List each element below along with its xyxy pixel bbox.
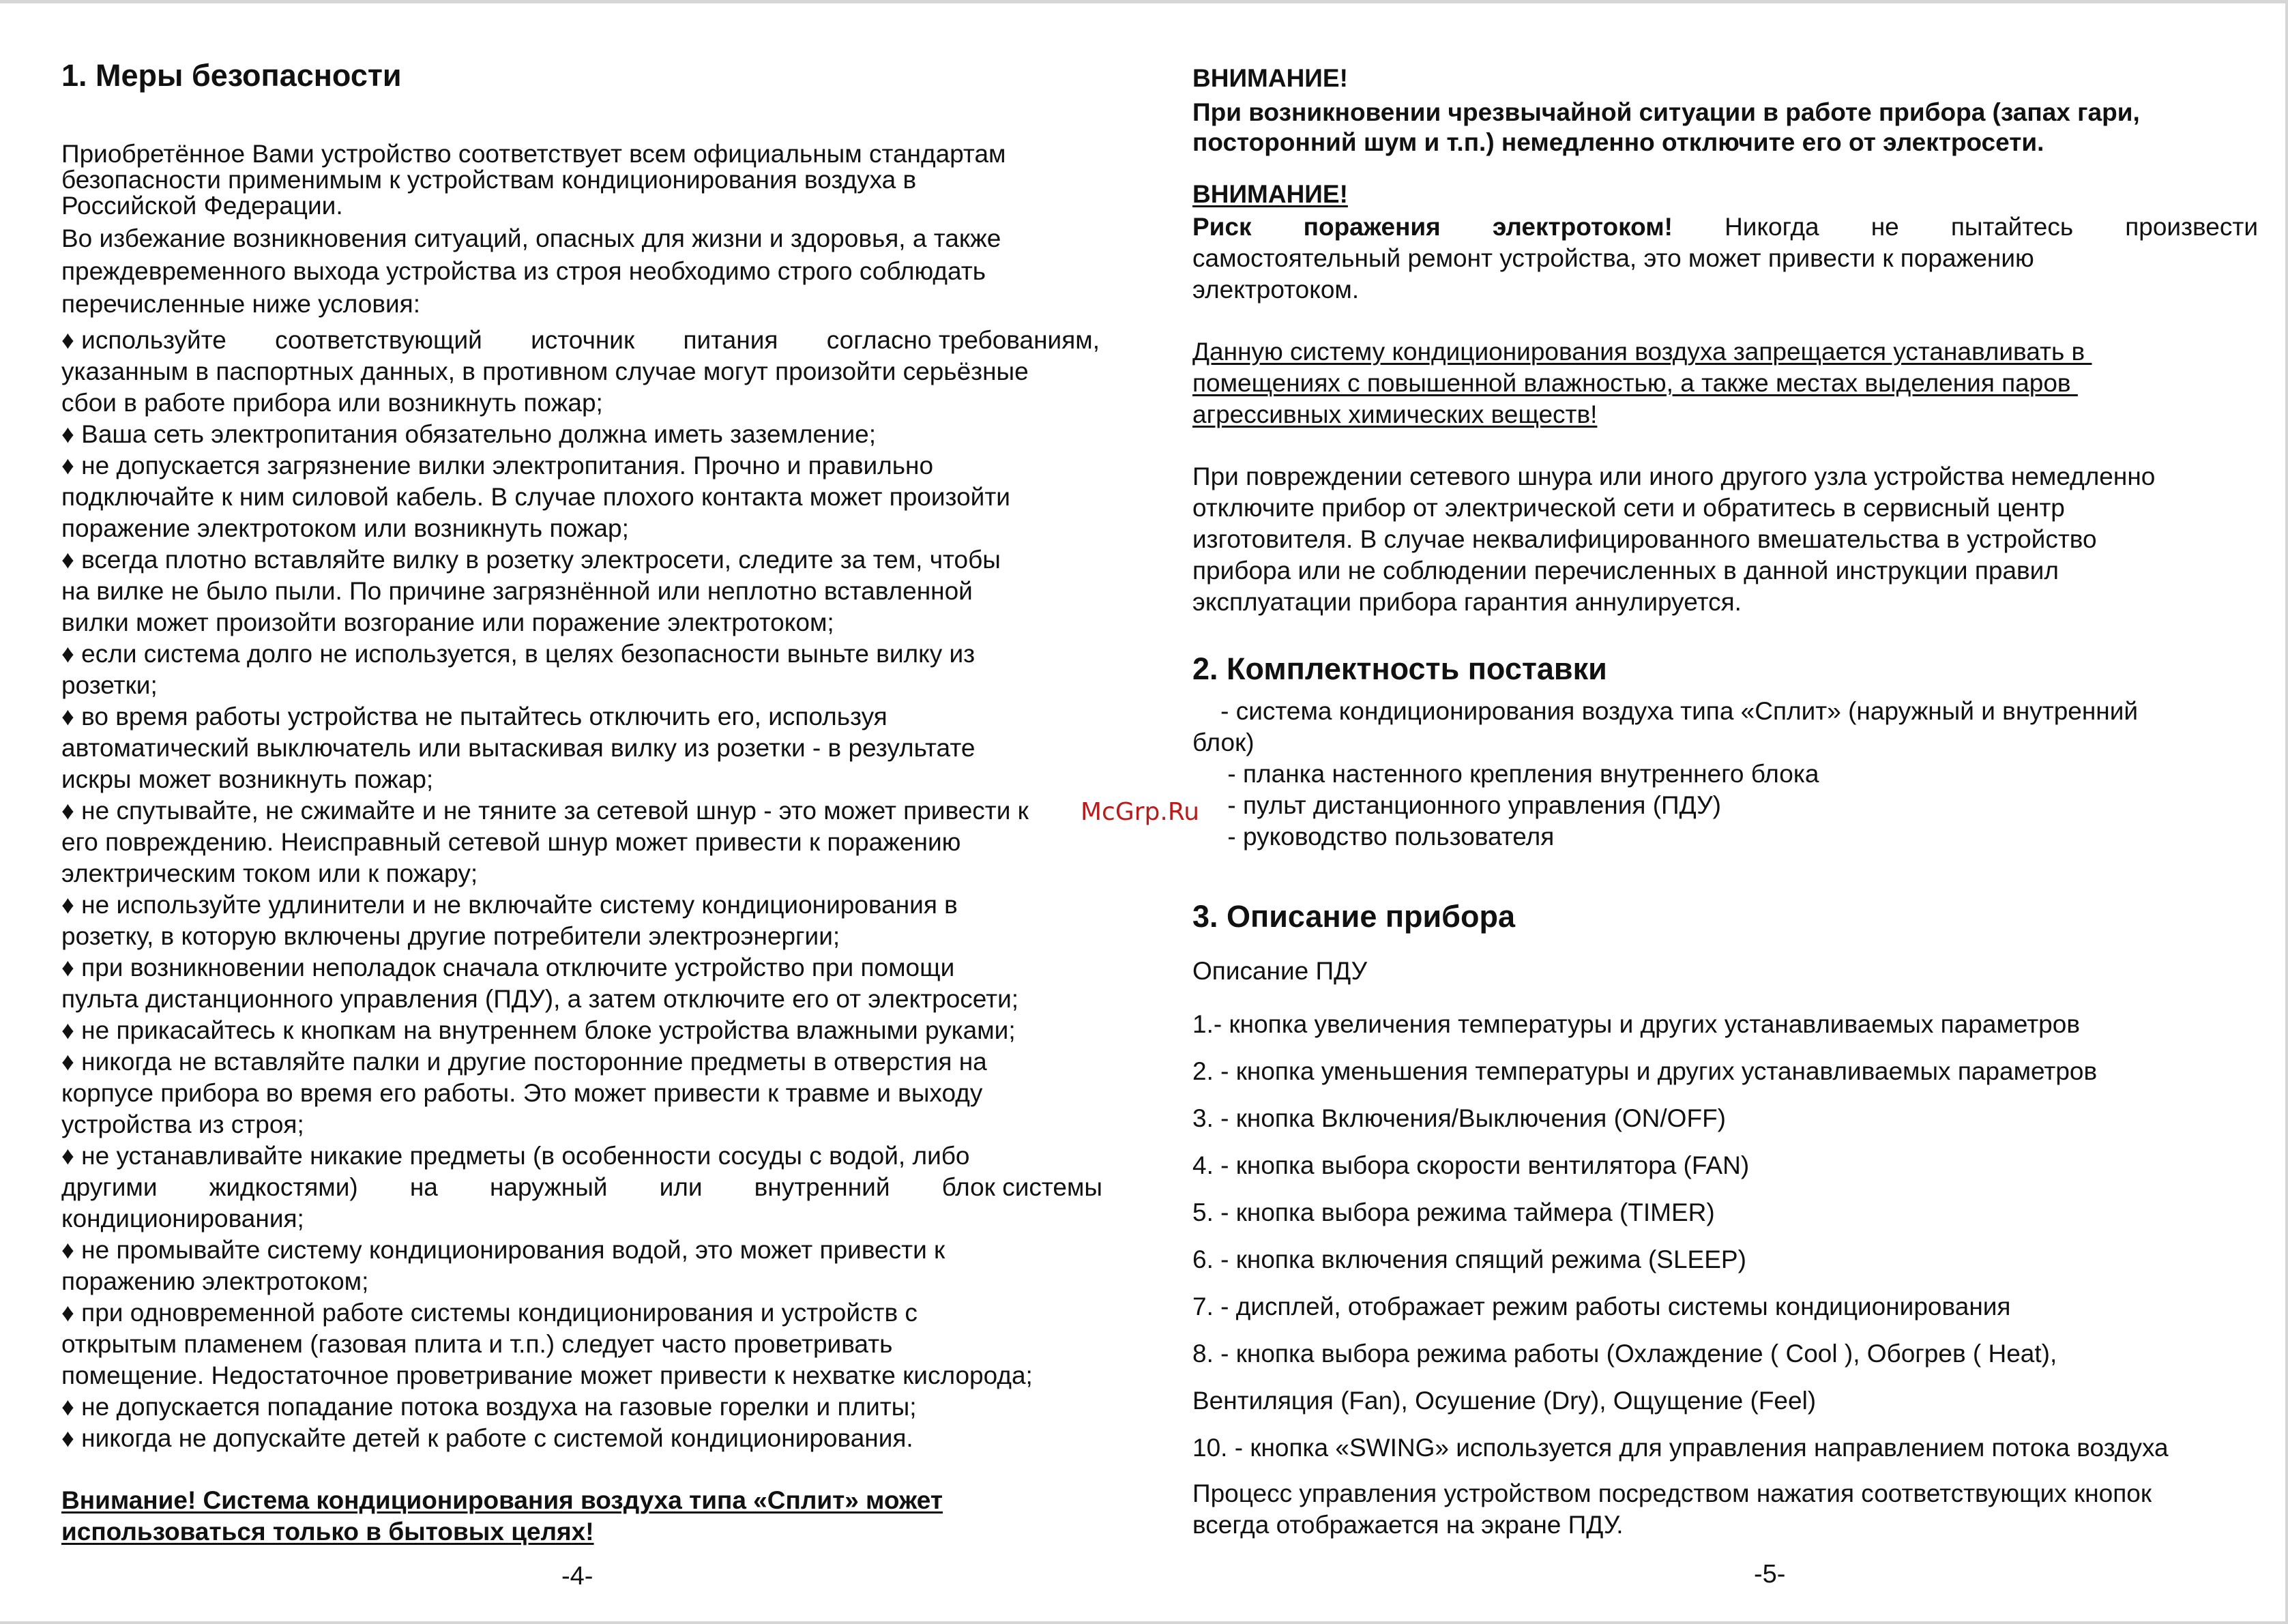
text-line: подключайте к ним силовой кабель. В случае плохого контакта может произойти: [61, 483, 1010, 511]
text-line: вилки может произойти возгорание или поражение электротоком;: [61, 608, 834, 636]
list-item: 7. - дисплей, отображает режим работы системы кондиционирования: [1192, 1293, 2011, 1320]
text-line: преждевременного выхода устройства из строя необходимо строго соблюдать: [61, 257, 986, 285]
text-line: отключите прибор от электрической сети и обратитесь в сервисный центр: [1192, 494, 2065, 522]
text-line: на вилке не было пыли. По причине загрязнённой или неплотно вставленной: [61, 577, 973, 605]
text-line: ♦ не допускается попадание потока воздуха на газовые горелки и плиты;: [61, 1393, 917, 1421]
text-line: ♦ при возникновении неполадок сначала отключите устройство при помощи: [61, 954, 955, 981]
text-line: пульта дистанционного управления (ПДУ), а затем отключите его от электросети;: [61, 985, 1019, 1013]
warning-line: использоваться только в бытовых целях!: [61, 1518, 594, 1546]
text-line: эксплуатации прибора гарантия аннулируется.: [1192, 588, 1742, 616]
word: электротоком!: [1492, 213, 1673, 241]
text-line: ♦ не спутывайте, не сжимайте и не тяните за сетевой шнур - это может привести к: [61, 797, 1029, 825]
text-line: Приобретённое Вами устройство соответствует всем официальным стандартам: [61, 140, 1006, 168]
text-line: ♦ при одновременной работе системы кондиционирования и устройств с: [61, 1299, 918, 1327]
scan-border-right: [2285, 0, 2288, 1624]
word: питания: [683, 326, 778, 354]
text-line: ♦ всегда плотно вставляйте вилку в розетку электросети, следите за тем, чтобы: [61, 546, 1001, 574]
text-line: розетки;: [61, 671, 158, 699]
text-line: указанным в паспортных данных, в противном случае могут произойти серьёзные: [61, 357, 1029, 385]
bullet-power-source-line: [61, 325, 1100, 356]
text-line: кондиционирования;: [61, 1205, 304, 1232]
text-line: безопасности применимым к устройствам кондиционирования воздуха в: [61, 166, 917, 194]
word: Никогда: [1725, 213, 1819, 241]
list-item: 4. - кнопка выбора скорости вентилятора (FAN): [1192, 1151, 1750, 1179]
text-line: Данную систему кондиционирования воздуха запрещается устанавливать в: [1192, 338, 2092, 366]
word: блок системы: [941, 1173, 1102, 1201]
section1-heading: 1. Меры безопасности: [61, 58, 402, 93]
text-line: ♦ никогда не вставляйте палки и другие посторонние предметы в отверстия на: [61, 1048, 987, 1076]
word: жидкостями): [209, 1173, 358, 1201]
list-item: - пульт дистанционного управления (ПДУ): [1192, 791, 1721, 819]
text-line: самостоятельный ремонт устройства, это может привести к поражению: [1192, 244, 2034, 272]
list-item: 2. - кнопка уменьшения температуры и других устанавливаемых параметров: [1192, 1057, 2098, 1085]
text-line: Процесс управления устройством посредством нажатия соответствующих кнопок: [1192, 1479, 2152, 1507]
text-line: электротоком.: [1192, 276, 1360, 304]
text-line: ♦ никогда не допускайте детей к работе с системой кондиционирования.: [61, 1424, 913, 1452]
justified-line: [61, 1172, 1102, 1203]
word: пытайтесь: [1950, 213, 2074, 241]
text-line: посторонний шум и т.п.) немедленно отключите его от электросети.: [1192, 128, 2044, 156]
text-line: агрессивных химических веществ!: [1192, 400, 1598, 428]
text-line: перечисленные ниже условия:: [61, 290, 420, 318]
text-line: розетку, в которую включены другие потребители электроэнергии;: [61, 922, 840, 950]
word: согласно требованиям,: [826, 326, 1100, 354]
section3-heading: 3. Описание прибора: [1192, 899, 1515, 934]
text-line: Российской Федерации.: [61, 192, 343, 220]
right-page: [1192, 0, 2261, 1624]
watermark: McGrp.Ru: [1081, 798, 1200, 826]
section2-heading: 2. Комплектность поставки: [1192, 651, 1607, 686]
text-line: поражению электротоком;: [61, 1267, 369, 1295]
word: другими: [61, 1173, 158, 1201]
word: Риск: [1192, 213, 1252, 241]
text-line: изготовителя. В случае неквалифицированного вмешательства в устройство: [1192, 525, 2097, 553]
text-line: ♦ не промывайте систему кондиционирования водой, это может привести к: [61, 1236, 945, 1264]
text-line: При возникновении чрезвычайной ситуации в работе прибора (запах гари,: [1192, 98, 2140, 126]
list-item: Вентиляция (Fan), Осушение (Dry), Ощущение (Feel): [1192, 1387, 1817, 1415]
list-item: 5. - кнопка выбора режима таймера (TIMER): [1192, 1198, 1715, 1226]
text-line: помещениях с повышенной влажностью, а также местах выделения паров: [1192, 369, 2078, 397]
text-line: ♦ Ваша сеть электропитания обязательно должна иметь заземление;: [61, 420, 876, 448]
word: или: [659, 1173, 703, 1201]
page-number-right: -5-: [1754, 1560, 1786, 1589]
word: внутренний: [754, 1173, 890, 1201]
text-line: искры может возникнуть пожар;: [61, 765, 434, 793]
text-line: устройства из строя;: [61, 1110, 304, 1138]
word: на: [409, 1173, 438, 1201]
attention-title-1: ВНИМАНИЕ!: [1192, 64, 1348, 92]
word: ♦ используйте: [61, 326, 226, 354]
text-line: прибора или не соблюдении перечисленных в данной инструкции правил: [1192, 557, 2059, 585]
word: наружный: [489, 1173, 608, 1201]
text-line: ♦ если система долго не используется, в целях безопасности выньте вилку из: [61, 640, 976, 668]
section3-subheading: Описание ПДУ: [1192, 957, 1368, 985]
word: не: [1871, 213, 1899, 241]
page-number-left: -4-: [561, 1562, 593, 1591]
list-item: 8. - кнопка выбора режима работы (Охлаждение ( Cool ), Обогрев ( Heat),: [1192, 1340, 2057, 1368]
list-item: 10. - кнопка «SWING» используется для управления направлением потока воздуха: [1192, 1434, 2169, 1462]
text-line: корпусе прибора во время его работы. Это может привести к травме и выходу: [61, 1079, 983, 1107]
word: произвести: [2125, 213, 2258, 241]
text-line: При повреждении сетевого шнура или иного другого узла устройства немедленно: [1192, 462, 2156, 490]
text-line: открытым пламенем (газовая плита и т.п.) следует часто проветривать: [61, 1330, 893, 1358]
text-line: автоматический выключатель или вытаскивая вилку из розетки - в результате: [61, 734, 976, 762]
text-line: электрическим током или к пожару;: [61, 859, 478, 887]
text-line: его повреждению. Неисправный сетевой шнур может привести к поражению: [61, 828, 961, 856]
list-item: 3. - кнопка Включения/Выключения (ON/OFF): [1192, 1104, 1726, 1132]
word: источник: [531, 326, 635, 354]
text-line: ♦ не устанавливайте никакие предметы (в особенности сосуды с водой, либо: [61, 1142, 970, 1170]
text-line: ♦ не используйте удлинители и не включайте систему кондиционирования в: [61, 891, 958, 919]
list-item: блок): [1192, 728, 1255, 756]
text-line: Во избежание возникновения ситуаций, опасных для жизни и здоровья, а также: [61, 224, 1001, 252]
list-item: - система кондиционирования воздуха типа «Сплит» (наружный и внутренний: [1192, 697, 2139, 725]
list-item: - руководство пользователя: [1192, 823, 1555, 851]
text-line: помещение. Недостаточное проветривание может привести к нехватке кислорода;: [61, 1361, 1033, 1389]
text-line: ♦ не прикасайтесь к кнопкам на внутреннем блоке устройства влажными руками;: [61, 1016, 1016, 1044]
text-line: всегда отображается на экране ПДУ.: [1192, 1511, 1624, 1539]
left-page: [61, 0, 1105, 1624]
text-line: поражение электротоком или возникнуть пожар;: [61, 514, 629, 542]
text-line: ♦ не допускается загрязнение вилки электропитания. Прочно и правильно: [61, 452, 934, 479]
text-line: ♦ во время работы устройства не пытайтесь отключить его, используя: [61, 703, 888, 730]
text-line: сбои в работе прибора или возникнуть пожар;: [61, 389, 603, 417]
electric-shock-line: [1192, 211, 2258, 243]
word: соответствующий: [275, 326, 482, 354]
list-item: 6. - кнопка включения спящий режима (SLEEP): [1192, 1245, 1746, 1273]
attention-title-2: ВНИМАНИЕ!: [1192, 180, 1348, 208]
word: поражения: [1303, 213, 1441, 241]
warning-line: Внимание! Система кондиционирования воздуха типа «Сплит» может: [61, 1486, 943, 1514]
list-item: 1.- кнопка увеличения температуры и других устанавливаемых параметров: [1192, 1010, 2080, 1038]
list-item: - планка настенного крепления внутреннего блока: [1192, 760, 1819, 788]
